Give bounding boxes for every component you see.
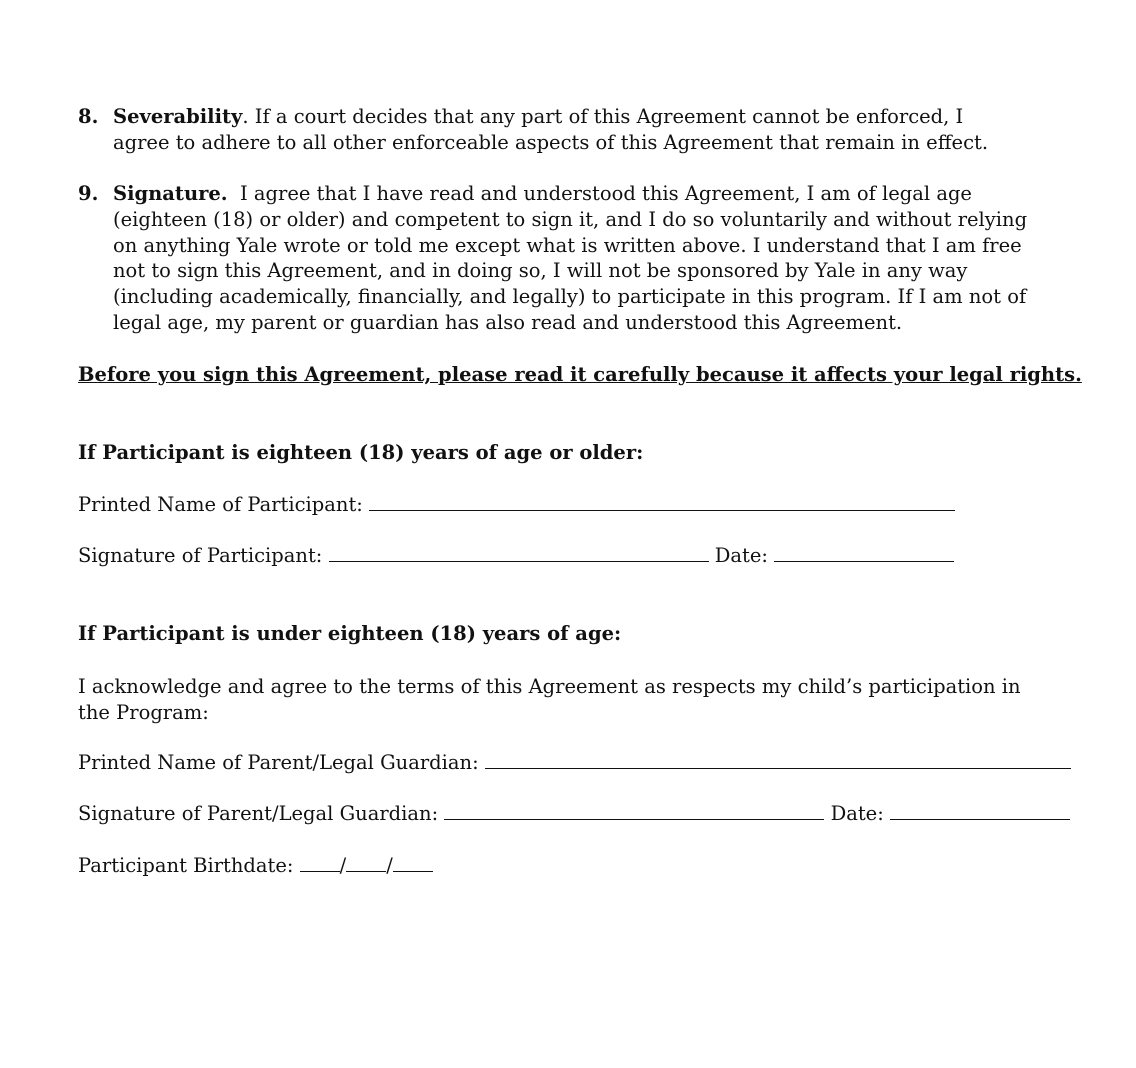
clause-signature [78, 181, 1053, 336]
adult-signature-row [78, 544, 954, 568]
minor-acknowledgement: I acknowledge and agree to the terms of this Agreement as respects my child’s participation in the Program: [78, 675, 1021, 724]
signature-label: Signature of Participant: [78, 544, 323, 567]
clause-text: I agree that I have read and understood this Agreement, I am of legal age (eighteen (18) or older) and competent to sign it, and I do so voluntarily and without relying on anything Yale wrote or told me except what is written above. I understand that I am free not to sign this Agreement, and in doing so, I will not be sponsored by Yale in any way (including academically, financially, and legally) to participate in this program. If I am not of legal age, my parent or guardian has also read and understood this Agreement. [113, 182, 1034, 334]
clause-title-suffix: . [242, 105, 249, 128]
guardian-date-field[interactable] [890, 802, 1070, 820]
birthdate-year-field[interactable] [393, 854, 433, 872]
guardian-date-label: Date: [830, 802, 884, 825]
clause-text: If a court decides that any part of this Agreement cannot be enforced, I agree to adhere to all other enforceable aspects of this Agreement that remain in effect. [113, 105, 989, 154]
printed-name-field[interactable] [369, 493, 955, 511]
guardian-printed-name-label: Printed Name of Parent/Legal Guardian: [78, 751, 479, 774]
guardian-printed-name-field[interactable] [485, 751, 1071, 769]
adult-section-heading: If Participant is eighteen (18) years of age or older: [78, 441, 644, 464]
legal-rights-warning: Before you sign this Agreement, please read it carefully because it affects your legal rights. [78, 363, 1082, 386]
clause-number: 9. [78, 182, 99, 205]
clause-number: 8. [78, 105, 99, 128]
guardian-signature-field[interactable] [444, 802, 824, 820]
clause-severability [78, 104, 1018, 156]
guardian-printed-name-row [78, 751, 1071, 775]
date-field[interactable] [774, 544, 954, 562]
date-label: Date: [714, 544, 768, 567]
signature-field[interactable] [329, 544, 709, 562]
birthdate-separator: / [386, 854, 393, 877]
clause-body [113, 181, 1053, 336]
adult-printed-name-row [78, 493, 955, 517]
printed-name-label: Printed Name of Participant: [78, 493, 363, 516]
clause-title: Severability [113, 105, 243, 128]
birthdate-day-field[interactable] [346, 854, 386, 872]
clause-title: Signature. [113, 182, 228, 205]
birthdate-label: Participant Birthdate: [78, 854, 294, 877]
birthdate-month-field[interactable] [300, 854, 340, 872]
minor-section-heading: If Participant is under eighteen (18) years of age: [78, 622, 622, 645]
clause-body [113, 104, 1018, 156]
birthdate-row [78, 854, 433, 878]
guardian-signature-label: Signature of Parent/Legal Guardian: [78, 802, 439, 825]
guardian-signature-row [78, 802, 1070, 826]
birthdate-separator: / [339, 854, 347, 877]
